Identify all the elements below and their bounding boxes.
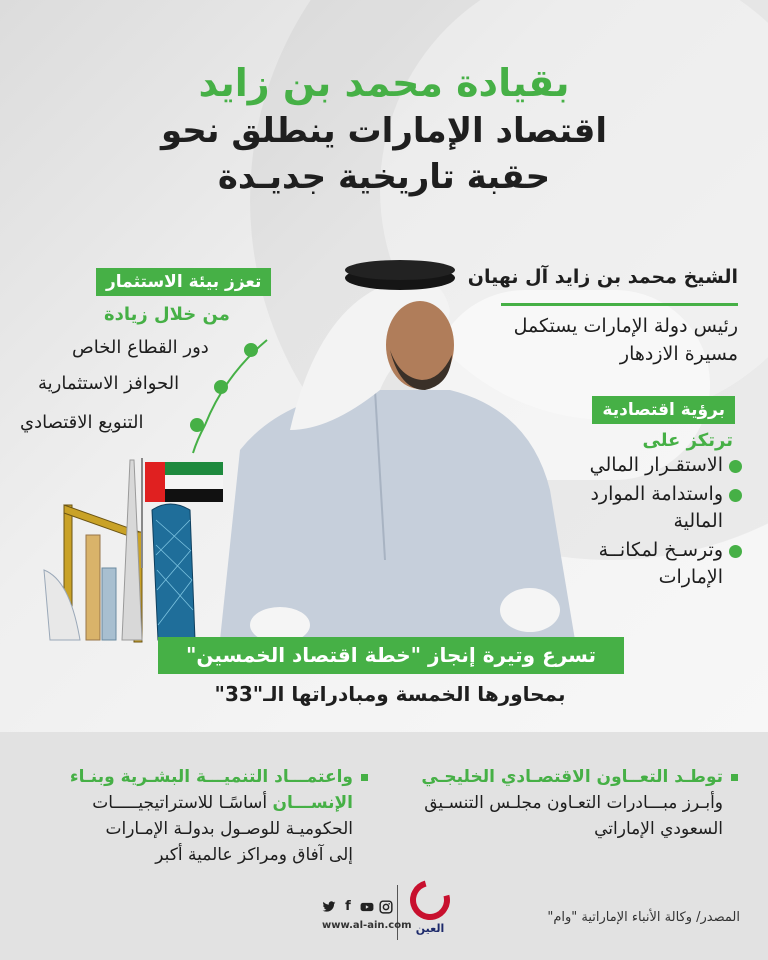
gulf-cooperation-block: توطـد التعــاون الاقتصـادي الخليجـي وأبـرز مبـــادرات التعـاون مجلـس التنسـيق السعودي الإماراتي — [388, 764, 738, 842]
list-item: الحوافز الاستثمارية — [38, 373, 180, 394]
leader-name: الشيخ محمد بن زايد آل نهيان — [467, 266, 738, 288]
left-subtitle: من خلال زيادة — [104, 304, 230, 325]
bullet-dot — [729, 460, 742, 473]
bullet-dot — [729, 489, 742, 502]
plan-subtitle: بمحاورها الخمسة ومبادراتها الـ"33" — [214, 682, 566, 706]
flag-red — [145, 462, 165, 502]
list-item: وترسـخ لمكانــة الإمارات — [552, 537, 742, 591]
plan-banner: تسرع وتيرة إنجاز "خطة اقتصاد الخمسين" — [158, 637, 624, 674]
vision-tag: برؤية اقتصادية — [592, 396, 735, 424]
source-credit: المصدر/ وكالة الأنباء الإماراتية "وام" — [547, 910, 740, 925]
bullet-square — [731, 774, 738, 781]
timeline-dot — [190, 418, 204, 432]
timeline-dot — [214, 380, 228, 394]
twitter-icon[interactable] — [322, 900, 336, 914]
instagram-icon[interactable] — [379, 900, 393, 914]
youtube-icon[interactable] — [360, 900, 374, 914]
list-item: التنويع الاقتصادي — [20, 412, 144, 433]
timeline-dot — [244, 343, 258, 357]
social-icons — [322, 900, 393, 914]
divider — [397, 885, 398, 940]
divider — [501, 303, 738, 306]
bullet-square — [361, 774, 368, 781]
page-title — [0, 58, 768, 200]
human-development-block: واعتمـــاد التنميـــة البشـرية وبنـاء الإنســـان أساسًـا للاستراتيجيـــــات الحكوميـة للوصـول بدولـة الإمـارات إلى آفاق ومراكز عالمية أكبر — [28, 764, 368, 868]
title-line-2: اقتصاد الإمارات ينطلق نحو — [160, 111, 608, 151]
title-line-1: بقيادة محمد بن زايد — [198, 61, 570, 105]
list-item: واستدامة الموارد المالية — [552, 481, 742, 535]
list-item: الاستقـرار المالي — [552, 452, 742, 479]
website-link[interactable]: www.al-ain.com — [322, 920, 412, 931]
al-ain-logo[interactable]: العين — [402, 880, 458, 940]
leader-description: رئيس دولة الإمارات يستكمل مسيرة الازدهار — [513, 315, 738, 365]
facebook-icon[interactable]: f — [345, 899, 351, 914]
list-item: دور القطاع الخاص — [72, 337, 209, 358]
vision-list — [552, 452, 742, 593]
vision-subtitle: ترتكز على — [642, 430, 733, 451]
bullet-dot — [729, 545, 742, 558]
title-line-3: حقبة تاريخية جديـدة — [217, 157, 551, 197]
investment-tag: تعزز بيئة الاستثمار — [96, 268, 271, 296]
